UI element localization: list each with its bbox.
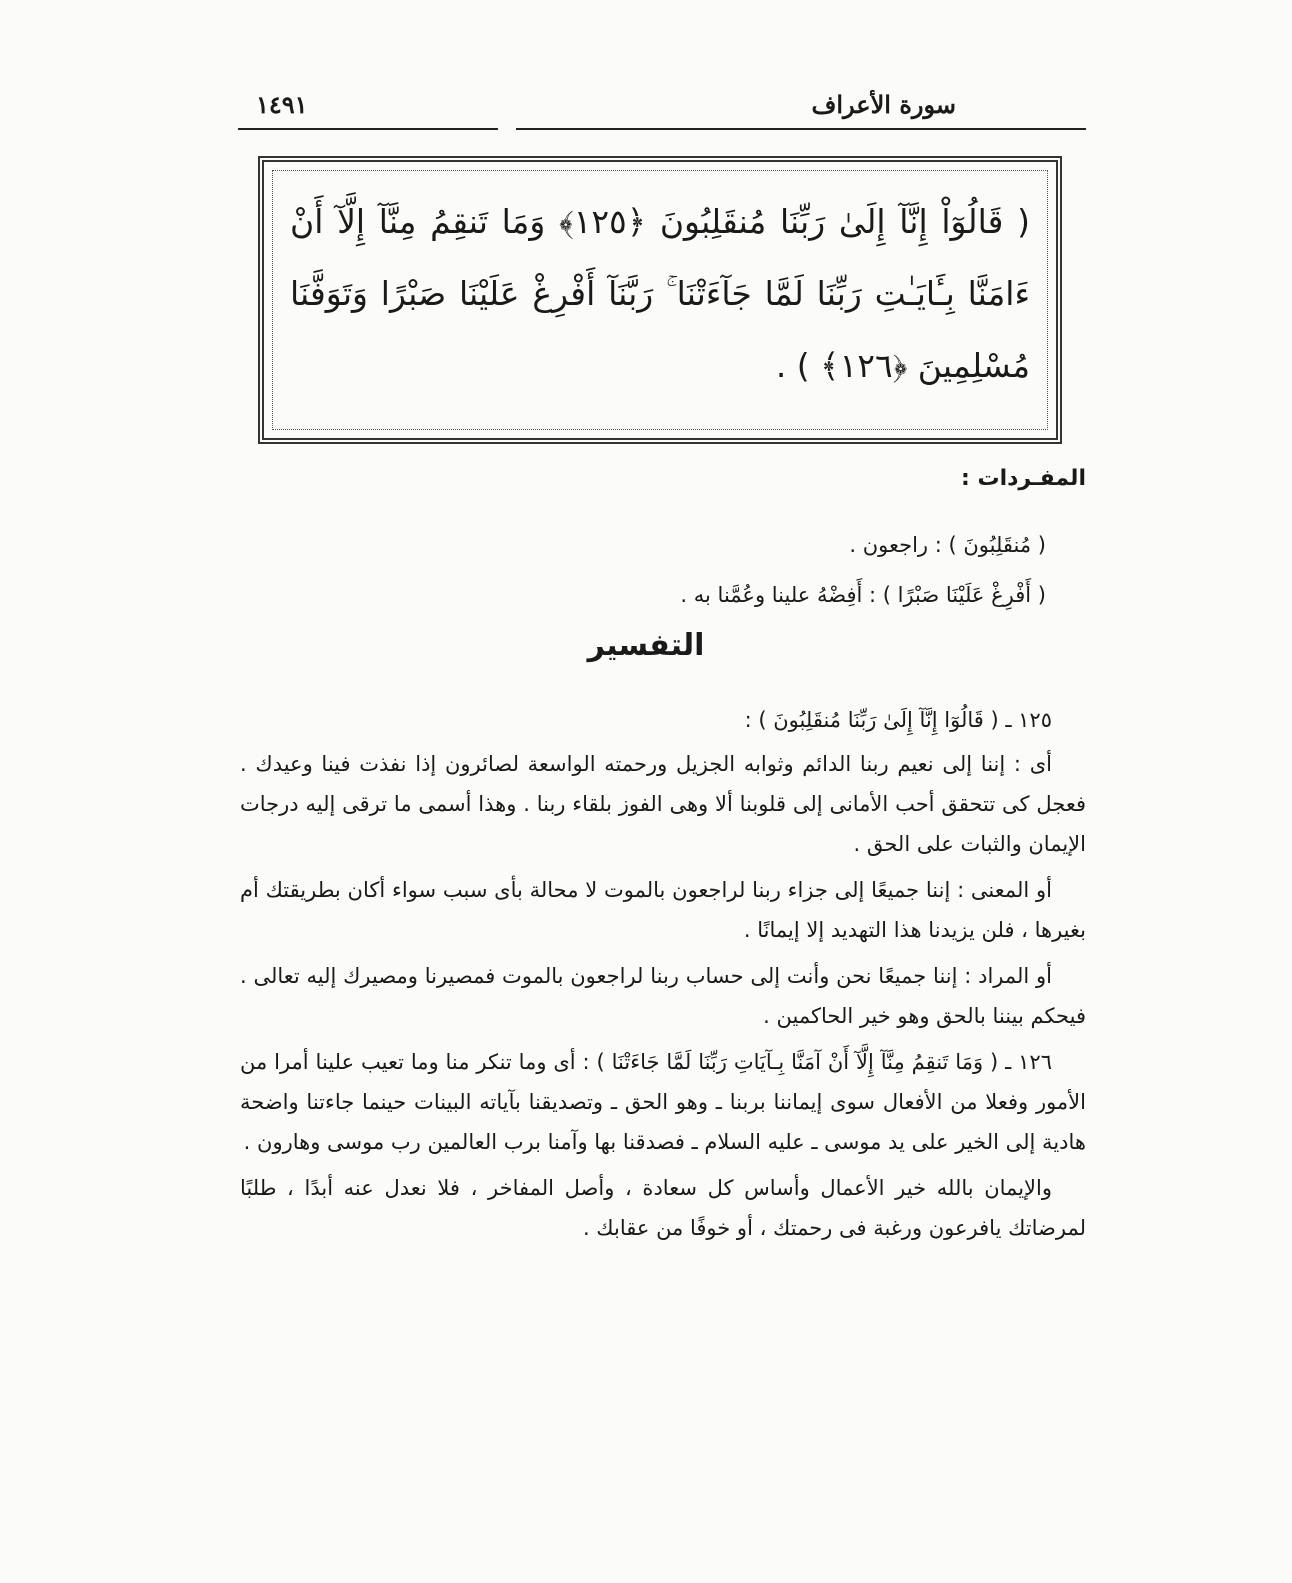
tafsir-paragraph: أى : إننا إلى نعيم ربنا الدائم وثوابه الجزيل ورحمته الواسعة لصائرون إذا نفذت فينا وعيدك . فعجل كى تتحقق أحب الأمانى إلى قلوبنا ألا وهى الفوز بلقاء ربنا . وهذا أسمى ما ترقى إليه درجات الإيمان والثبات على الحق .: [240, 752, 1086, 856]
tafsir-body: [240, 700, 1086, 1248]
header-rule-right: [516, 128, 1086, 130]
tafsir-heading: التفسير: [587, 628, 705, 663]
verse-reference-125: ١٢٥ ـ ( قَالُوٓا إِنَّآ إِلَىٰ رَبِّنَا مُنقَلِبُونَ ) :: [744, 708, 1052, 732]
page-number: ١٤٩١: [256, 90, 308, 119]
vocabulary-item: ( أَفْرِغْ عَلَيْنَا صَبْرًا ) : أَفِضْهُ علينا وعُمَّنا به .: [680, 583, 1046, 607]
surah-title: سورة الأعراف: [811, 90, 956, 119]
tafsir-paragraph: والإيمان بالله خير الأعمال وأساس كل سعادة ، وأصل المفاخر ، فلا نعدل عنه أبدًا ، طلبًا لمرضاتك يافرعون ورغبة فى رحمتك ، أو خوفًا من عقابك .: [240, 1176, 1086, 1240]
vocabulary-item: ( مُنقَلِبُونَ ) : راجعون .: [849, 533, 1046, 557]
vocabulary-list: [680, 520, 1046, 620]
tafsir-paragraph: أو المعنى : إننا جميعًا إلى جزاء ربنا لراجعون بالموت لا محالة بأى سبب سواء أكان بطريقتك أم بغيرها ، فلن يزيدنا هذا التهديد إلا إيمانًا .: [240, 878, 1086, 942]
vocabulary-heading: المفـردات :: [961, 466, 1086, 491]
page-header: [238, 86, 1086, 136]
verse-frame: [258, 156, 1062, 444]
tafsir-paragraph-126: ١٢٦ ـ ( وَمَا تَنقِمُ مِنَّآ إِلَّآ أَنْ آمَنَّا بِـآيَاتِ رَبِّنَا لَمَّا جَاءَتْنَا ) : أى وما تنكر منا وما تعيب علينا أمرا من الأمور وفعلا من الأفعال سوى إيماننا بربنا ـ وهو الحق ـ وتصديقنا بآياته البينات حينما جاءتنا واضحة هادية إلى الخير على يد موسى ـ عليه السلام ـ فصدقنا بها وآمنا برب العالمين رب موسى وهارون .: [240, 1050, 1086, 1154]
tafsir-paragraph: أو المراد : إننا جميعًا نحن وأنت إلى حساب ربنا لراجعون بالموت فمصيرنا ومصيرك إليه تعالى . فيحكم بيننا بالحق وهو خير الحاكمين .: [240, 964, 1086, 1028]
header-rule-left: [238, 128, 498, 130]
quran-verse: ( قَالُوٓاْ إِنَّآ إِلَىٰ رَبِّنَا مُنقَلِبُونَ ﴿١٢٥﴾ وَمَا تَنقِمُ مِنَّآ إِلَّآ أَنْ ءَامَنَّا بِـَٔايَـٰتِ رَبِّنَا لَمَّا جَآءَتْنَا ۚ رَبَّنَآ أَفْرِغْ عَلَيْنَا صَبْرًا وَتَوَفَّنَا مُسْلِمِينَ ﴿١٢٦﴾ ) .: [290, 202, 1030, 385]
